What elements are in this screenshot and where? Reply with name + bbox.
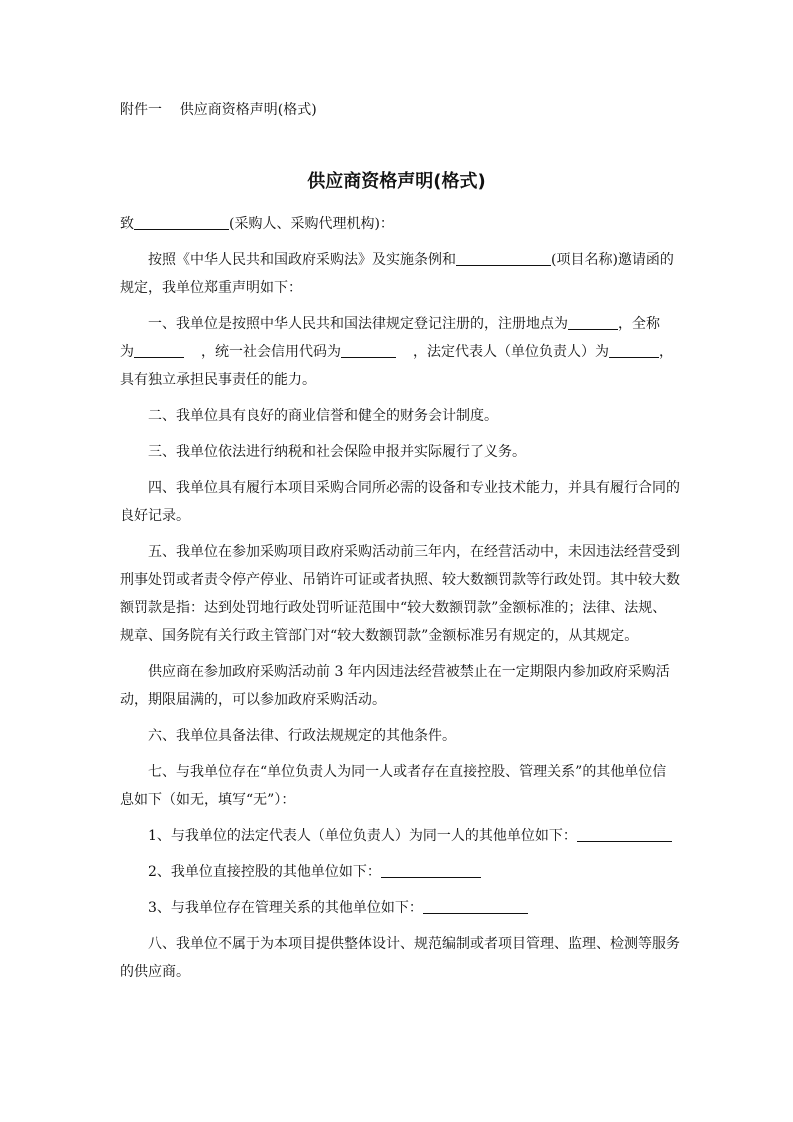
item5-line-1: 五、我单位在参加采购项目政府采购活动前三年内，在经营活动中，未因违法经营受到 — [148, 544, 680, 560]
project-name-blank[interactable] — [456, 250, 551, 266]
item8-line-1: 八、我单位不属于为本项目提供整体设计、规范编制或者项目管理、监理、检测等服务 — [148, 936, 680, 952]
intro-prefix: 按照《中华人民共和国政府采购法》及实施条例和 — [148, 252, 456, 268]
item1-line-2 — [120, 338, 673, 366]
intro-line-2: 规定，我单位郑重声明如下： — [120, 280, 302, 296]
full-name-blank[interactable] — [134, 342, 184, 358]
item1-text-a: 一、我单位是按照中华人民共和国法律规定登记注册的，注册地点为 — [148, 316, 568, 332]
item4-line-1: 四、我单位具有履行本项目采购合同所必需的设备和专业技术能力，并具有履行合同的 — [148, 480, 680, 496]
item7-sub2-label: 2、我单位直接控股的其他单位如下： — [148, 864, 381, 880]
management-units-blank[interactable] — [423, 898, 528, 914]
item5-line-2: 刑事处罚或者责令停产停业、吊销许可证或者执照、较大数额罚款等行政处罚。其中较大数 — [120, 572, 680, 588]
item1-text-b: ，全称 — [618, 316, 660, 332]
item1-text-c: 为 — [120, 344, 134, 360]
item5-line-4: 规章、国务院有关行政主管部门对“较大数额罚款”金额标准另有规定的，从其规定。 — [120, 628, 639, 644]
item5b-line-1: 供应商在参加政府采购活动前 3 年内因违法经营被禁止在一定期限内参加政府采购活 — [148, 664, 670, 680]
item7-sub3-label: 3、与我单位存在管理关系的其他单位如下： — [148, 900, 423, 916]
same-representative-blank[interactable] — [577, 826, 672, 842]
item1-line-3: 具有独立承担民事责任的能力。 — [120, 372, 316, 388]
item7-sub2 — [120, 858, 673, 886]
item3: 三、我单位依法进行纳税和社会保险申报并实际履行了义务。 — [148, 444, 526, 460]
item7-line-1: 七、与我单位存在“单位负责人为同一人或者存在直接控股、管理关系”的其他单位信 — [148, 764, 667, 780]
document-title: 供应商资格声明(格式) — [307, 171, 486, 192]
item1-text-f: ， — [659, 344, 673, 360]
addressee-suffix: (采购人、采购代理机构)： — [229, 216, 394, 232]
controlled-units-blank[interactable] — [381, 862, 481, 878]
item7-sub1-label: 1、与我单位的法定代表人（单位负责人）为同一人的其他单位如下： — [148, 828, 577, 844]
item5-line-3: 额罚款是指：达到处罚地行政处罚听证范围中“较大数额罚款”金额标准的；法律、法规、 — [120, 600, 667, 616]
addressee-blank[interactable] — [134, 214, 229, 230]
registration-place-blank[interactable] — [568, 314, 618, 330]
item2: 二、我单位具有良好的商业信誉和健全的财务会计制度。 — [148, 408, 498, 424]
intro-line-1 — [120, 246, 673, 274]
intro-suffix: (项目名称)邀请函的 — [551, 252, 674, 268]
addressee-line — [120, 210, 673, 238]
addressee-prefix: 致 — [120, 216, 134, 232]
item7-sub1 — [120, 822, 673, 850]
item7-line-2: 息如下（如无，填写“无”）： — [120, 792, 296, 808]
attachment-label: 附件一 供应商资格声明(格式) — [120, 102, 317, 118]
legal-representative-blank[interactable] — [609, 342, 659, 358]
item4-line-2: 良好记录。 — [120, 508, 190, 524]
item8-line-2: 的供应商。 — [120, 964, 190, 980]
item1-line-1 — [120, 310, 673, 338]
item7-sub3 — [120, 894, 673, 922]
item5b-line-2: 动，期限届满的，可以参加政府采购活动。 — [120, 692, 386, 708]
item1-text-e: ，法定代表人（单位负责人）为 — [413, 344, 609, 360]
item1-text-d: ，统一社会信用代码为 — [201, 344, 341, 360]
document-body — [120, 96, 680, 986]
credit-code-blank[interactable] — [341, 342, 396, 358]
item6: 六、我单位具备法律、行政法规规定的其他条件。 — [148, 728, 456, 744]
